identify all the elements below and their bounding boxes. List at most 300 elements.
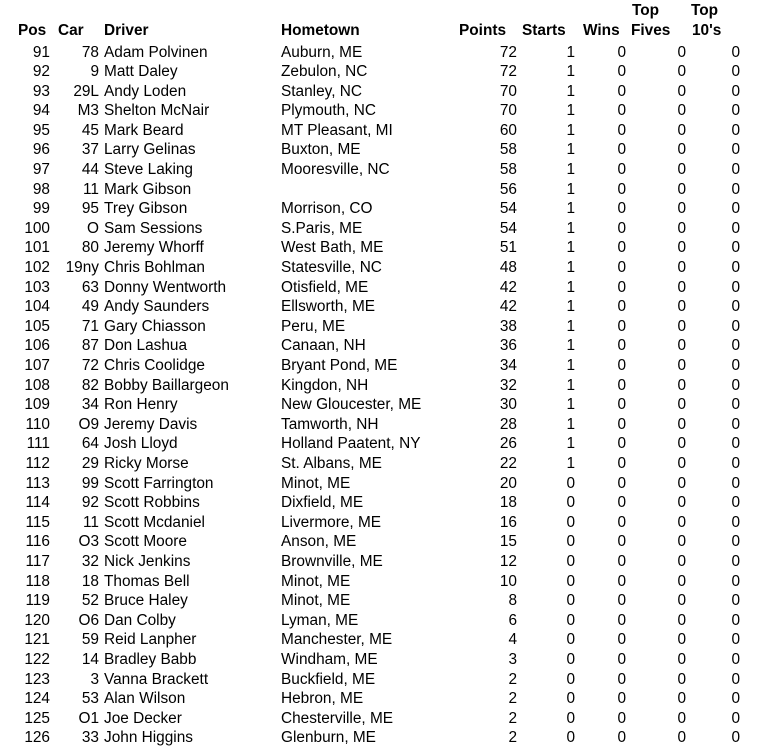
header-top-fives-line1: Top [632, 2, 660, 19]
cell-driver: Andy Saunders [104, 298, 210, 316]
cell-points: 22 [499, 454, 517, 472]
cell-starts: 1 [566, 239, 575, 257]
cell-top-fives: 0 [677, 82, 686, 100]
table-row [0, 395, 770, 415]
cell-wins: 0 [617, 357, 626, 374]
cell-hometown: Ellsworth, ME [281, 298, 376, 316]
cell-points: 4 [508, 631, 517, 649]
cell-wins: 0 [617, 317, 626, 335]
cell-wins: 0 [617, 396, 626, 414]
cell-driver: Chris Bohlman [104, 259, 205, 277]
cell-wins: 0 [617, 121, 626, 139]
cell-wins: 0 [617, 729, 626, 747]
cell-car: 29 [81, 454, 99, 472]
cell-pos: 96 [32, 141, 50, 159]
cell-car: 59 [81, 631, 99, 649]
cell-pos: 118 [25, 572, 50, 590]
cell-starts: 0 [566, 611, 575, 629]
cell-hometown: Kingdon, NH [281, 376, 369, 394]
cell-starts: 1 [566, 317, 575, 335]
cell-points: 2 [508, 670, 517, 688]
cell-wins: 0 [617, 572, 626, 590]
cell-points: 54 [499, 219, 517, 237]
cell-car: 3 [90, 670, 99, 688]
table-row [0, 591, 770, 611]
cell-top-tens: 0 [731, 121, 740, 139]
cell-points: 2 [508, 690, 517, 708]
cell-top-fives: 0 [677, 180, 686, 198]
header-pos: Pos [18, 22, 47, 39]
cell-top-tens: 0 [731, 317, 740, 335]
cell-top-fives: 0 [677, 200, 686, 218]
cell-pos: 116 [25, 533, 50, 551]
cell-starts: 1 [566, 337, 575, 355]
cell-hometown: Minot, ME [281, 474, 351, 492]
cell-top-tens: 0 [731, 239, 740, 257]
cell-top-fives: 0 [677, 709, 686, 727]
cell-top-tens: 0 [731, 278, 740, 296]
header-starts: Starts [522, 22, 566, 39]
cell-wins: 0 [617, 337, 626, 355]
cell-starts: 0 [566, 494, 575, 512]
cell-wins: 0 [617, 690, 626, 708]
cell-starts: 0 [566, 474, 575, 492]
table-row [0, 689, 770, 709]
cell-driver: Trey Gibson [104, 200, 188, 218]
cell-pos: 99 [32, 200, 50, 218]
cell-top-fives: 0 [677, 415, 686, 433]
cell-car: 53 [81, 690, 99, 708]
cell-top-fives: 0 [677, 631, 686, 649]
table-row [0, 43, 770, 63]
cell-top-tens: 0 [731, 337, 740, 355]
cell-hometown: S.Paris, ME [281, 219, 363, 237]
cell-top-fives: 0 [677, 278, 686, 296]
cell-wins: 0 [617, 298, 626, 316]
cell-pos: 98 [32, 180, 50, 198]
cell-pos: 119 [25, 592, 50, 610]
table-row [0, 140, 770, 160]
cell-starts: 1 [566, 161, 575, 179]
cell-points: 16 [499, 513, 517, 531]
cell-car: 78 [81, 43, 99, 61]
cell-top-fives: 0 [677, 552, 686, 570]
cell-hometown: Morrison, CO [281, 200, 373, 218]
cell-car: 82 [81, 376, 99, 394]
cell-car: 33 [81, 729, 99, 747]
header-hometown: Hometown [281, 22, 360, 39]
header-top-tens-line1: Top [691, 2, 719, 19]
header-top-fives-line2: Fives [631, 22, 671, 39]
cell-hometown: Manchester, ME [281, 631, 393, 649]
cell-driver: John Higgins [104, 729, 193, 747]
cell-starts: 1 [566, 102, 575, 120]
cell-driver: Nick Jenkins [104, 552, 191, 570]
table-row [0, 62, 770, 82]
cell-car: 14 [81, 650, 99, 668]
table-row [0, 199, 770, 219]
header-car: Car [58, 22, 84, 39]
cell-wins: 0 [617, 415, 626, 433]
cell-top-tens: 0 [731, 611, 740, 629]
cell-hometown: Anson, ME [281, 533, 357, 551]
cell-top-fives: 0 [677, 513, 686, 531]
cell-top-tens: 0 [731, 709, 740, 727]
table-row [0, 356, 770, 376]
cell-top-tens: 0 [731, 552, 740, 570]
cell-wins: 0 [617, 259, 626, 277]
cell-pos: 104 [24, 298, 50, 316]
cell-top-tens: 0 [731, 63, 740, 81]
cell-top-tens: 0 [731, 180, 740, 198]
table-row [0, 670, 770, 690]
cell-wins: 0 [617, 513, 626, 531]
cell-top-fives: 0 [677, 474, 686, 492]
cell-top-tens: 0 [731, 631, 740, 649]
cell-pos: 109 [24, 396, 50, 414]
cell-top-fives: 0 [677, 454, 686, 472]
cell-pos: 91 [32, 43, 50, 61]
table-row [0, 611, 770, 631]
cell-pos: 121 [24, 631, 50, 649]
cell-pos: 102 [24, 259, 50, 277]
cell-hometown: Minot, ME [281, 592, 351, 610]
cell-wins: 0 [617, 592, 626, 610]
cell-hometown: Mooresville, NC [281, 161, 390, 179]
cell-hometown: Zebulon, NC [281, 63, 368, 81]
cell-starts: 1 [566, 376, 575, 394]
table-row [0, 474, 770, 494]
cell-points: 2 [508, 729, 517, 747]
cell-pos: 95 [32, 121, 50, 139]
table-row [0, 493, 770, 513]
cell-car: 18 [81, 572, 99, 590]
cell-driver: Gary Chiasson [104, 317, 206, 335]
cell-starts: 0 [566, 709, 575, 727]
cell-starts: 1 [566, 200, 575, 218]
cell-points: 18 [499, 494, 517, 512]
header-points: Points [459, 22, 507, 39]
cell-pos: 114 [25, 494, 50, 512]
cell-starts: 0 [566, 631, 575, 649]
cell-starts: 1 [566, 180, 575, 198]
cell-driver: Reid Lanpher [104, 631, 197, 649]
cell-top-fives: 0 [677, 494, 686, 512]
cell-top-tens: 0 [731, 43, 740, 61]
cell-pos: 94 [32, 102, 50, 120]
cell-top-tens: 0 [731, 690, 740, 708]
cell-wins: 0 [617, 82, 626, 100]
cell-hometown: Chesterville, ME [281, 709, 394, 727]
cell-points: 20 [499, 474, 517, 492]
cell-points: 15 [499, 533, 517, 551]
table-row [0, 552, 770, 572]
cell-starts: 0 [566, 533, 575, 551]
cell-points: 8 [508, 592, 517, 610]
cell-points: 32 [499, 376, 517, 394]
cell-pos: 97 [32, 161, 50, 179]
cell-starts: 0 [566, 670, 575, 688]
table-row [0, 180, 770, 200]
cell-car: 19ny [65, 259, 99, 277]
cell-top-tens: 0 [731, 454, 740, 472]
cell-top-fives: 0 [677, 729, 686, 747]
cell-top-tens: 0 [731, 161, 740, 179]
table-row [0, 572, 770, 592]
cell-hometown: St. Albans, ME [281, 454, 382, 472]
cell-car: 87 [81, 337, 99, 355]
cell-starts: 1 [566, 415, 575, 433]
cell-wins: 0 [617, 650, 626, 668]
cell-starts: 0 [566, 513, 575, 531]
cell-top-tens: 0 [731, 592, 740, 610]
cell-starts: 0 [566, 650, 575, 668]
cell-top-fives: 0 [677, 572, 686, 590]
cell-hometown: New Gloucester, ME [281, 396, 422, 414]
cell-starts: 0 [566, 690, 575, 708]
cell-starts: 1 [566, 43, 575, 61]
cell-driver: Josh Lloyd [104, 435, 178, 453]
cell-points: 3 [508, 650, 517, 668]
cell-driver: Mark Gibson [104, 180, 192, 198]
cell-pos: 105 [24, 317, 50, 335]
cell-hometown: West Bath, ME [281, 239, 384, 257]
table-row [0, 434, 770, 454]
cell-top-fives: 0 [677, 435, 686, 453]
cell-pos: 100 [24, 219, 50, 237]
cell-top-tens: 0 [731, 376, 740, 394]
cell-pos: 92 [32, 63, 50, 81]
cell-driver: Scott Farrington [104, 474, 214, 492]
cell-pos: 108 [24, 376, 50, 394]
cell-points: 56 [499, 180, 517, 198]
cell-driver: Scott Mcdaniel [104, 513, 205, 531]
cell-car: 49 [81, 298, 99, 316]
cell-points: 72 [499, 43, 517, 61]
cell-top-tens: 0 [731, 259, 740, 277]
table-row [0, 415, 770, 435]
cell-hometown: Buckfield, ME [281, 670, 376, 688]
cell-top-fives: 0 [677, 259, 686, 277]
cell-car: 44 [81, 161, 99, 179]
cell-car: 99 [81, 474, 99, 492]
cell-points: 36 [499, 337, 517, 355]
cell-top-tens: 0 [731, 513, 740, 531]
cell-top-fives: 0 [677, 376, 686, 394]
cell-car: 80 [81, 239, 99, 257]
cell-driver: Vanna Brackett [104, 670, 209, 688]
cell-car: M3 [77, 102, 99, 120]
cell-car: 45 [81, 121, 99, 139]
cell-driver: Ricky Morse [104, 454, 189, 472]
table-row [0, 121, 770, 141]
cell-points: 6 [508, 611, 517, 629]
cell-driver: Scott Moore [104, 533, 187, 551]
cell-driver: Don Lashua [104, 337, 188, 355]
cell-hometown: Minot, ME [281, 572, 351, 590]
cell-top-fives: 0 [677, 337, 686, 355]
cell-top-tens: 0 [731, 415, 740, 433]
cell-wins: 0 [617, 219, 626, 237]
cell-pos: 115 [25, 513, 50, 531]
cell-pos: 125 [24, 709, 50, 727]
cell-hometown: Bryant Pond, ME [281, 357, 398, 374]
cell-driver: Jeremy Whorff [104, 239, 204, 257]
cell-top-fives: 0 [677, 592, 686, 610]
cell-starts: 1 [566, 278, 575, 296]
cell-top-fives: 0 [677, 43, 686, 61]
cell-top-fives: 0 [677, 670, 686, 688]
cell-top-tens: 0 [731, 102, 740, 120]
cell-top-fives: 0 [677, 611, 686, 629]
cell-driver: Mark Beard [104, 121, 184, 139]
cell-hometown: Peru, ME [281, 317, 346, 335]
cell-points: 10 [499, 572, 517, 590]
cell-driver: Shelton McNair [104, 102, 210, 120]
header-wins: Wins [583, 22, 620, 39]
table-row [0, 709, 770, 729]
cell-wins: 0 [617, 533, 626, 551]
cell-top-tens: 0 [731, 670, 740, 688]
cell-points: 38 [499, 317, 517, 335]
cell-wins: 0 [617, 43, 626, 61]
cell-driver: Dan Colby [104, 611, 176, 629]
cell-top-fives: 0 [677, 141, 686, 159]
cell-hometown: Lyman, ME [281, 611, 359, 629]
table-row [0, 219, 770, 239]
cell-points: 12 [499, 552, 517, 570]
cell-driver: Sam Sessions [104, 219, 203, 237]
cell-starts: 1 [566, 82, 575, 100]
cell-points: 60 [499, 121, 517, 139]
table-row [0, 336, 770, 356]
cell-pos: 111 [26, 435, 50, 453]
cell-top-tens: 0 [731, 572, 740, 590]
cell-starts: 1 [566, 435, 575, 453]
cell-driver: Jeremy Davis [104, 415, 198, 433]
cell-points: 58 [499, 161, 517, 179]
table-row [0, 258, 770, 278]
cell-pos: 120 [24, 611, 50, 629]
cell-hometown: Hebron, ME [281, 690, 364, 708]
cell-points: 34 [499, 357, 517, 374]
cell-pos: 106 [24, 337, 50, 355]
table-row [0, 728, 770, 748]
cell-points: 51 [499, 239, 517, 257]
cell-top-tens: 0 [731, 474, 740, 492]
cell-top-fives: 0 [677, 317, 686, 335]
cell-hometown: Canaan, NH [281, 337, 366, 355]
cell-hometown: MT Pleasant, MI [281, 121, 393, 139]
cell-hometown: Holland Paatent, NY [281, 435, 421, 453]
cell-top-fives: 0 [677, 533, 686, 551]
cell-starts: 1 [566, 219, 575, 237]
cell-points: 28 [499, 415, 517, 433]
cell-starts: 1 [566, 63, 575, 81]
table-body [0, 43, 770, 748]
cell-car: 95 [81, 200, 99, 218]
cell-driver: Matt Daley [104, 63, 178, 81]
table-row [0, 82, 770, 102]
cell-wins: 0 [617, 161, 626, 179]
cell-hometown: Windham, ME [281, 650, 378, 668]
cell-wins: 0 [617, 63, 626, 81]
cell-car: 71 [81, 317, 99, 335]
cell-car: 72 [81, 357, 99, 374]
cell-starts: 1 [566, 454, 575, 472]
header-top-tens-line2: 10's [692, 22, 722, 39]
cell-top-tens: 0 [731, 650, 740, 668]
cell-driver: Scott Robbins [104, 494, 200, 512]
cell-wins: 0 [617, 435, 626, 453]
cell-top-tens: 0 [731, 141, 740, 159]
cell-hometown: Tamworth, NH [281, 415, 379, 433]
cell-starts: 1 [566, 259, 575, 277]
header-driver: Driver [104, 22, 149, 39]
cell-wins: 0 [617, 494, 626, 512]
cell-pos: 110 [25, 415, 50, 433]
table-row [0, 454, 770, 474]
cell-top-tens: 0 [731, 533, 740, 551]
cell-top-fives: 0 [677, 63, 686, 81]
table-row [0, 238, 770, 258]
cell-driver: Adam Polvinen [104, 43, 208, 61]
cell-car: 37 [81, 141, 99, 159]
cell-points: 30 [499, 396, 517, 414]
cell-pos: 123 [24, 670, 50, 688]
cell-driver: Alan Wilson [104, 690, 186, 708]
cell-pos: 103 [24, 278, 50, 296]
cell-points: 26 [499, 435, 517, 453]
cell-top-fives: 0 [677, 121, 686, 139]
cell-starts: 1 [566, 396, 575, 414]
cell-starts: 0 [566, 729, 575, 747]
cell-hometown: Dixfield, ME [281, 494, 364, 512]
cell-car: 32 [81, 552, 99, 570]
cell-driver: Andy Loden [104, 82, 187, 100]
cell-hometown: Brownville, ME [281, 552, 383, 570]
cell-wins: 0 [617, 278, 626, 296]
cell-top-tens: 0 [731, 298, 740, 316]
table-row [0, 297, 770, 317]
cell-wins: 0 [617, 709, 626, 727]
cell-top-fives: 0 [677, 650, 686, 668]
cell-car: 64 [81, 435, 99, 453]
cell-hometown: Stanley, NC [281, 82, 362, 100]
cell-car: 29L [73, 82, 99, 100]
cell-top-fives: 0 [677, 219, 686, 237]
cell-top-tens: 0 [731, 435, 740, 453]
cell-car: O [87, 219, 99, 237]
cell-points: 42 [499, 278, 517, 296]
cell-pos: 93 [32, 82, 50, 100]
table-row [0, 376, 770, 396]
cell-top-tens: 0 [731, 82, 740, 100]
cell-driver: Donny Wentworth [104, 278, 227, 296]
cell-starts: 0 [566, 592, 575, 610]
cell-driver: Larry Gelinas [104, 141, 196, 159]
cell-pos: 117 [25, 552, 50, 570]
cell-points: 58 [499, 141, 517, 159]
cell-wins: 0 [617, 376, 626, 394]
cell-points: 54 [499, 200, 517, 218]
cell-starts: 1 [566, 121, 575, 139]
table-row [0, 532, 770, 552]
cell-top-tens: 0 [731, 357, 740, 374]
cell-starts: 0 [566, 552, 575, 570]
cell-car: 9 [90, 63, 99, 81]
cell-top-fives: 0 [677, 102, 686, 120]
